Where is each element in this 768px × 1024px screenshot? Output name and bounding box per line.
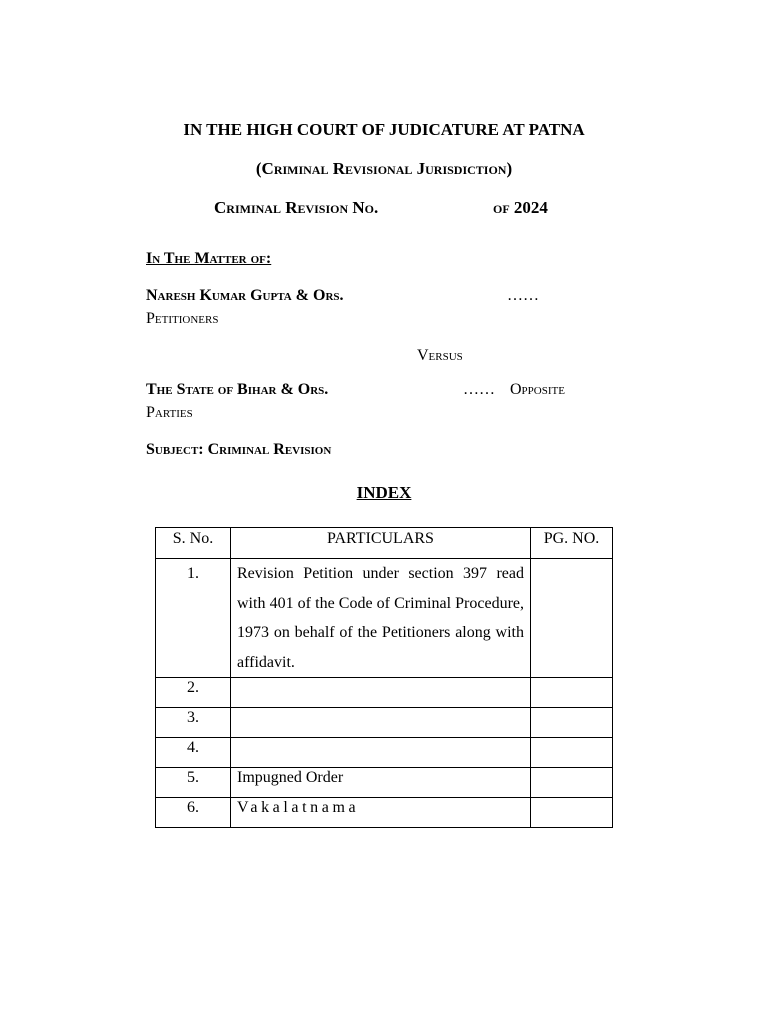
row-page: [531, 678, 613, 708]
respondent-role-a: Opposite: [510, 381, 565, 398]
index-title: INDEX: [356, 483, 412, 502]
revision-no-label: Criminal Revision No.: [214, 198, 379, 217]
respondent-name: The State of Bihar & Ors.: [146, 381, 329, 398]
respondent-dots: ……: [463, 381, 495, 398]
matter-heading: In The Matter of:: [146, 250, 272, 267]
row-page: [531, 798, 613, 828]
table-row: [156, 798, 613, 828]
column-header-page: PG. NO.: [531, 528, 613, 559]
index-header-row: [156, 528, 613, 559]
versus-label: Versus: [417, 347, 463, 364]
court-title: IN THE HIGH COURT OF JUDICATURE AT PATNA: [183, 120, 585, 139]
table-row: [156, 768, 613, 798]
revision-year: of 2024: [493, 198, 548, 217]
petitioner-name: Naresh Kumar Gupta & Ors.: [146, 287, 344, 304]
row-particulars: Impugned Order: [231, 768, 531, 798]
index-table: [155, 527, 613, 828]
row-sno: 3.: [156, 708, 231, 738]
table-row: [156, 559, 613, 678]
row-sno: 1.: [156, 559, 231, 678]
row-particulars: [231, 678, 531, 708]
petitioner-role: Petitioners: [146, 310, 219, 327]
row-page: [531, 768, 613, 798]
row-sno: 2.: [156, 678, 231, 708]
row-particulars: Vakalatnama: [231, 798, 531, 828]
row-particulars: Revision Petition under section 397 read with 401 of the Code of Criminal Procedure, 1973 on behalf of the Petitioners along with affidavit.: [231, 559, 531, 678]
petitioner-dots: ……: [507, 287, 539, 304]
row-sno: 4.: [156, 738, 231, 768]
column-header-sno: S. No.: [156, 528, 231, 559]
table-row: [156, 678, 613, 708]
table-row: [156, 738, 613, 768]
row-page: [531, 559, 613, 678]
column-header-particulars: PARTICULARS: [231, 528, 531, 559]
row-particulars: [231, 708, 531, 738]
respondent-role-b: Parties: [146, 404, 193, 421]
jurisdiction-line: (Criminal Revisional Jurisdiction): [255, 159, 513, 178]
row-page: [531, 738, 613, 768]
row-particulars: [231, 738, 531, 768]
row-page: [531, 708, 613, 738]
row-sno: 5.: [156, 768, 231, 798]
subject-line: Subject: Criminal Revision: [146, 441, 332, 458]
table-row: [156, 708, 613, 738]
row-sno: 6.: [156, 798, 231, 828]
